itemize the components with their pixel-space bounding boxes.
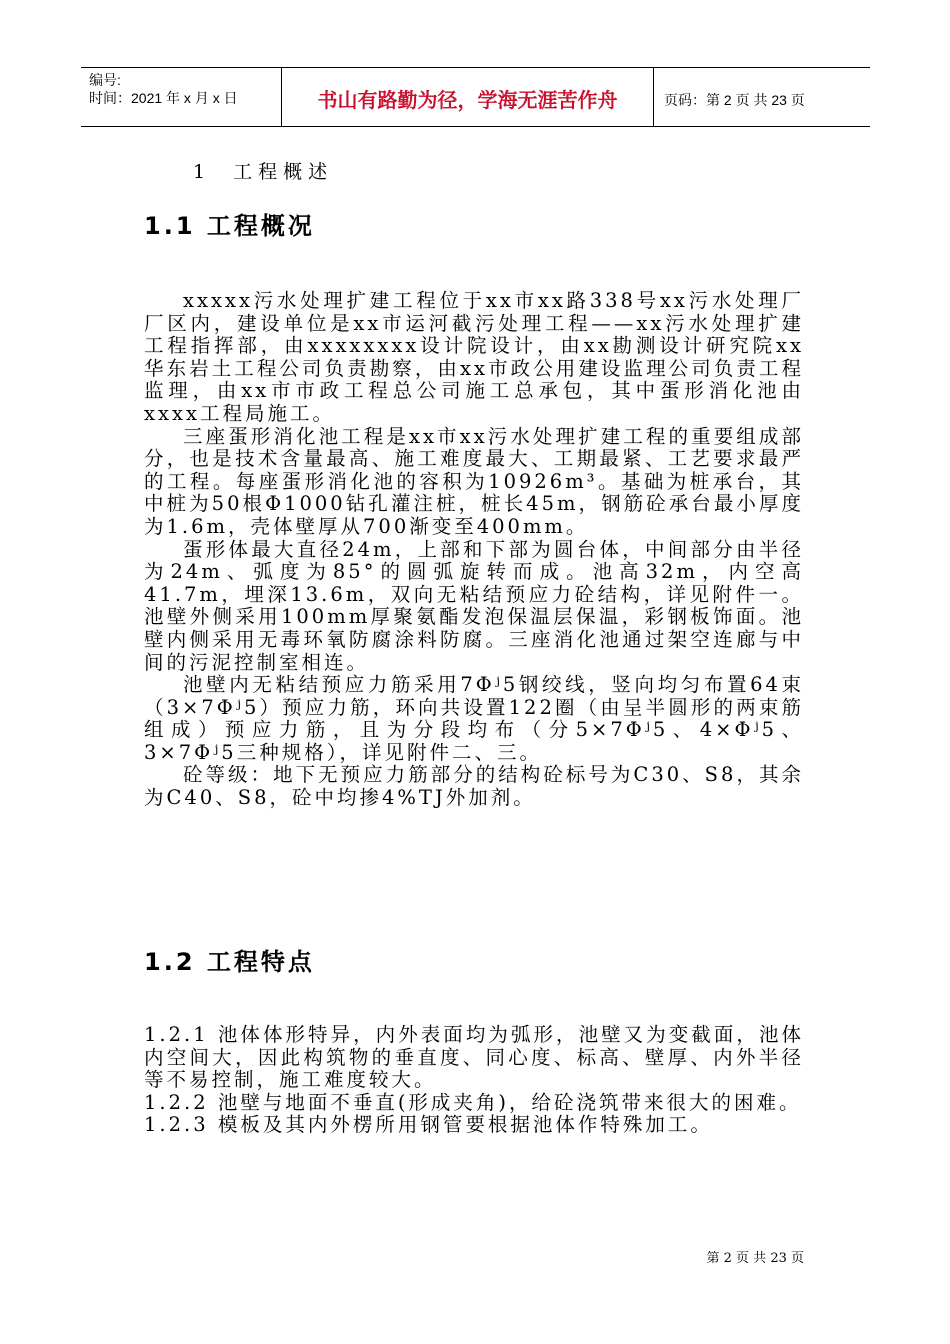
page-header (81, 67, 870, 127)
section-heading-1-2: 1.2 工程特点 (144, 948, 315, 976)
date-label: 时间：2021 年 x 月 x 日 (89, 90, 238, 106)
serial-label: 编号: (89, 72, 121, 88)
paragraph: 蛋形体最大直径24m，上部和下部为圆台体，中间部分由半径为24m、弧度为85°的圆弧旋转而成。池高32m，内空高41.7m，埋深13.6m，双向无粘结预应力砼结构，详见附件一。池壁外侧采用100mm厚聚氨酯发泡保温层保温，彩钢板饰面。池壁内侧采用无毒环氧防腐涂料防腐。三座消化池通过架空连廊与中间的污泥控制室相连。 (144, 537, 804, 674)
paragraph: xxxxx污水处理扩建工程位于xx市xx路338号xx污水处理厂厂区内，建设单位是xx市运河截污处理工程——xx污水处理扩建工程指挥部，由xxxxxxxx设计院设计，由xx勘测设计研究院xx华东岩土工程公司负责勘察，由xx市政公用建设监理公司负责工程监理，由xx市市政工程总公司施工总承包，其中蛋形消化池由xxxx工程局施工。 (144, 289, 804, 425)
paragraph: 池壁内无粘结预应力筋采用7Φʲ5钢绞线，竖向均匀布置64束（3×7Φʲ5）预应力筋，环向共设置122圈（由呈半圆形的两束筋组成）预应力筋，且为分段均布（分5×7Φʲ5、4×Φʲ5、3×7Φʲ5三种规格），详见附件二、三。 (144, 673, 804, 764)
paragraph: 三座蛋形消化池工程是xx市xx污水处理扩建工程的重要组成部分，也是技术含量最高、施工难度最大、工期最紧、工艺要求最严的工程。每座蛋形消化池的容积为10926m³。基础为桩承台，其中桩为50根Φ1000钻孔灌注桩，桩长45m，钢筋砼承台最小厚度为1.6m，壳体壁厚从700渐变至400mm。 (144, 424, 804, 538)
section-1-2-body (144, 1024, 804, 1137)
header-page-code: 页码：第 2 页 共 23 页 (664, 92, 805, 108)
paragraph: 1.2.3 模板及其内外楞所用钢管要根据池体作特殊加工。 (144, 1113, 713, 1137)
header-motto-cell (282, 68, 654, 126)
page-footer: 第 2 页 共 23 页 (706, 1251, 804, 1266)
chapter-number: 1 (193, 161, 212, 183)
section-heading-1-1: 1.1 工程概况 (144, 212, 315, 240)
header-page-cell (654, 68, 870, 126)
section-1-1-body (144, 290, 804, 810)
paragraph: 1.2.1 池体体形特异，内外表面均为弧形，池壁又为变截面，池体内空间大，因此构筑物的垂直度、同心度、标高、壁厚、内外半径等不易控制，施工难度较大。 (144, 1023, 804, 1092)
chapter-title-text: 工程概述 (233, 161, 334, 183)
paragraph: 砼等级：地下无预应力筋部分的结构砼标号为C30、S8，其余为C40、S8，砼中均掺4%TJ外加剂。 (144, 763, 804, 810)
header-motto: 书山有路勤为径，学海无涯苦作舟 (317, 88, 618, 112)
paragraph: 1.2.2 池壁与地面不垂直(形成夹角)，给砼浇筑带来很大的困难。 (144, 1090, 802, 1114)
header-meta-cell (81, 68, 282, 126)
chapter-title (193, 157, 333, 184)
